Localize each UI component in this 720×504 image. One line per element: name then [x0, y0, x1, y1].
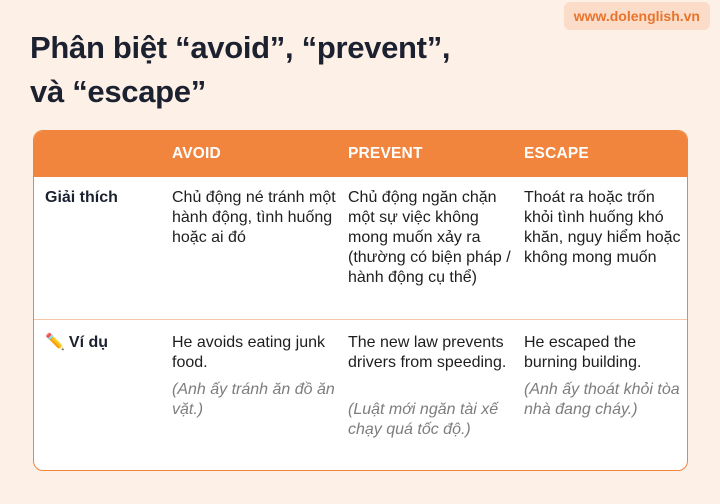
- translation-escape: (Anh ấy thoát khỏi tòa nhà đang cháy.): [524, 381, 680, 418]
- row-label-example: [45, 332, 108, 352]
- comparison-table: [33, 130, 688, 471]
- table-header-row: [34, 131, 687, 177]
- translation-prevent: (Luật mới ngăn tài xế chạy quá tốc độ.): [348, 401, 499, 438]
- explanation-avoid: Chủ động né tránh một hành động, tình huống hoặc ai đó: [172, 189, 336, 246]
- row-label-explanation: Giải thích: [45, 189, 118, 206]
- title-line-1: Phân biệt “avoid”, “prevent”,: [30, 30, 451, 65]
- explanation-prevent: Chủ động ngăn chặn một sự việc không mong muốn xảy ra (thường có biện pháp / hành động cụ thể): [348, 189, 511, 286]
- example-avoid: He avoids eating junk food.: [172, 334, 325, 371]
- example-label-text: Ví dụ: [68, 334, 109, 351]
- row-divider: [34, 319, 687, 320]
- pencil-icon: ✏️: [45, 334, 65, 351]
- page-title: [30, 26, 590, 114]
- translation-avoid: (Anh ấy tránh ăn đồ ăn vặt.): [172, 381, 335, 418]
- title-line-2: và “escape”: [30, 74, 206, 109]
- header-avoid: AVOID: [172, 145, 221, 162]
- site-url-badge: www.dolenglish.vn: [564, 2, 710, 30]
- example-prevent: The new law prevents drivers from speeding.: [348, 334, 507, 371]
- example-escape: He escaped the burning building.: [524, 334, 642, 371]
- header-escape: ESCAPE: [524, 145, 589, 162]
- header-prevent: PREVENT: [348, 145, 423, 162]
- explanation-escape: Thoát ra hoặc trốn khỏi tình huống khó khăn, nguy hiểm hoặc không mong muốn: [524, 189, 681, 266]
